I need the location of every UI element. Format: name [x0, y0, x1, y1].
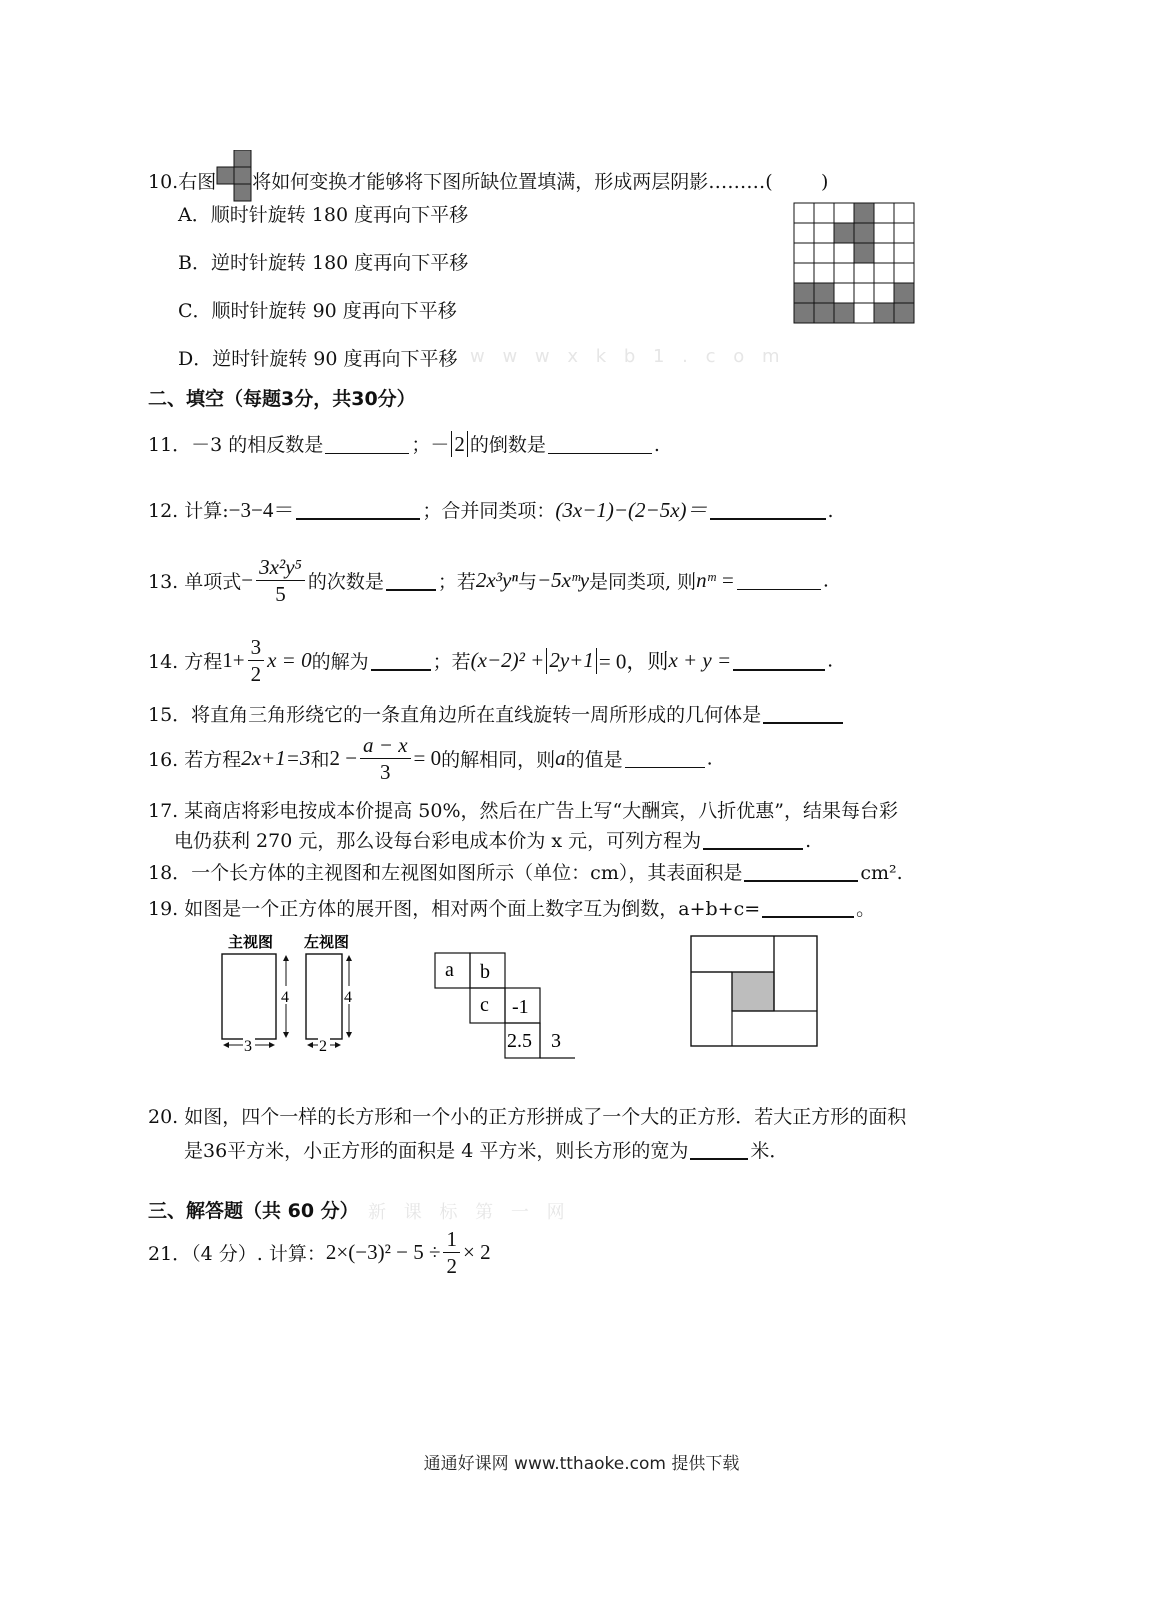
- q12-text-c: ；合并同类项：: [422, 500, 556, 522]
- q21-line: [148, 1226, 491, 1279]
- left-width-label: 2: [319, 1038, 327, 1055]
- q16-fraction-num: a − x: [360, 732, 411, 759]
- grid-cell: [854, 263, 874, 283]
- q13-term-1: 2x³yⁿ: [475, 568, 518, 592]
- page-footer: 通通好课网 www.tthaoke.com 提供下载: [423, 1454, 740, 1474]
- grid-cell-shaded: [794, 303, 814, 323]
- grid-cell-shaded: [894, 283, 914, 303]
- net-cell-2-5: 2.5: [507, 1030, 532, 1052]
- net-cell-3: 3: [551, 1030, 561, 1052]
- grid-cell: [814, 263, 834, 283]
- q20-line-2: [184, 1136, 788, 1163]
- q10-grid-figure: [793, 202, 915, 324]
- q18-unit: cm².: [860, 862, 903, 884]
- q21-expr-2: × 2: [462, 1240, 491, 1264]
- q21-fraction-den: 2: [446, 1254, 457, 1278]
- net-cell-c: c: [480, 994, 489, 1016]
- grid-cell: [894, 263, 914, 283]
- q13-end: .: [822, 569, 829, 592]
- grid-cell: [874, 243, 894, 263]
- q13-text-a: 13. 单项式: [148, 571, 242, 593]
- left-height-label: 4: [344, 989, 352, 1006]
- q10-option-b: B．逆时针旋转 180 度再向下平移: [178, 252, 469, 274]
- q14-fraction: [248, 634, 265, 687]
- q11-blank-2[interactable]: [548, 435, 652, 454]
- q19-text: 19. 如图是一个正方体的展开图，相对两个面上数字互为倒数，a+b+c=: [148, 898, 761, 920]
- grid-cell: [814, 203, 834, 223]
- q12-text-a: 12. 计算:: [148, 500, 229, 522]
- section-3-heading: 三、解答题（共 60 分）: [148, 1200, 359, 1222]
- abs-bar-left: [451, 431, 452, 457]
- q14-text-e: ；若: [432, 651, 471, 673]
- q14-line: [148, 634, 833, 687]
- grid-cell: [894, 203, 914, 223]
- tetromino-icon: [216, 150, 252, 202]
- q17-text: 电仍获利 270 元，那么设每台彩电成本价为 x 元，可列方程为: [174, 830, 702, 852]
- q13-text-h: 是同类项, 则: [589, 571, 697, 593]
- q10-prefix: 10.右图: [148, 171, 217, 193]
- grid-cell-shaded: [854, 243, 874, 263]
- grid-cell: [854, 283, 874, 303]
- q16-text-h: 的值是: [565, 749, 623, 771]
- q19-end: 。: [856, 898, 876, 920]
- q16-text-a: 16. 若方程: [148, 749, 242, 771]
- q17-end: .: [805, 830, 812, 852]
- q13-term-2: −5xᵐy: [536, 568, 590, 592]
- grid-cell: [874, 223, 894, 243]
- grid-cell: [854, 303, 874, 323]
- grid-cell: [794, 203, 814, 223]
- q11-text-b: ；－: [411, 434, 450, 456]
- q16-blank[interactable]: [625, 749, 705, 768]
- q21-text: 21．（4 分）. 计算：: [148, 1243, 326, 1265]
- q17-blank[interactable]: [703, 830, 803, 850]
- q11-end: .: [653, 434, 660, 456]
- q12-expr-1: −3−4＝: [228, 498, 295, 522]
- q12-expr-2: (3x−1)−(2−5x)＝: [555, 498, 708, 522]
- q10-option-a: A．顺时针旋转 180 度再向下平移: [178, 204, 469, 226]
- q12-blank-2[interactable]: [710, 500, 826, 520]
- q17-line-1: 17. 某商店将彩电按成本价提高 50%，然后在广告上写“大酬宾，八折优惠”，结果每台彩: [148, 800, 898, 822]
- q13-fraction-num: 3x²y⁵: [256, 554, 305, 581]
- q16-end: .: [706, 747, 713, 770]
- q16-expr: 2 −: [329, 746, 358, 770]
- grid-cell-shaded: [894, 303, 914, 323]
- q21-expr-1: 2×(−3)² − 5 ÷: [325, 1240, 441, 1264]
- grid-cell-shaded: [854, 223, 874, 243]
- grid-cell: [874, 283, 894, 303]
- q17-line-2: [174, 826, 811, 853]
- front-view-rect: [222, 954, 276, 1039]
- q13-blank-2[interactable]: [737, 571, 821, 590]
- q14-expr-3: (x−2)² +: [470, 648, 545, 672]
- grid-cell-shaded: [834, 223, 854, 243]
- q13-n-pow-m: nᵐ =: [696, 568, 735, 592]
- q15-line: [148, 700, 845, 727]
- q14-fraction-num: 3: [248, 634, 265, 661]
- q12-end: .: [827, 500, 834, 522]
- q15-blank[interactable]: [763, 704, 843, 724]
- net-cell-b: b: [480, 961, 490, 983]
- q11-blank-1[interactable]: [325, 435, 409, 454]
- q11-line: [148, 430, 660, 457]
- net-cell-a: a: [445, 959, 454, 981]
- q13-text-d: ；若: [437, 571, 476, 593]
- grid-cell-shaded: [874, 303, 894, 323]
- grid-cell: [874, 263, 894, 283]
- q16-text-f: 的解相同，则: [441, 749, 556, 771]
- q14-fraction-den: 2: [250, 662, 262, 686]
- q11-abs-value: 2: [454, 432, 465, 456]
- q19-line: [148, 894, 875, 921]
- q19-cube-net-figure: [432, 950, 578, 1062]
- grid-cell: [834, 263, 854, 283]
- q21-fraction: [443, 1226, 460, 1279]
- q14-text-a: 14. 方程: [148, 651, 223, 673]
- q14-text-d: 的解为: [311, 651, 369, 673]
- q13-minus: −: [241, 568, 254, 592]
- grid-cell-shaded: [814, 303, 834, 323]
- grid-cell: [794, 223, 814, 243]
- q13-line: [148, 554, 829, 607]
- q12-line: [148, 494, 834, 524]
- q14-expr-1: 1+: [222, 648, 245, 672]
- watermark-1: w w w x k b 1 . c o m: [470, 346, 786, 367]
- grid-cell: [834, 243, 854, 263]
- q13-text-c: 的次数是: [307, 571, 384, 593]
- q14-end: .: [827, 649, 834, 672]
- q19-blank[interactable]: [762, 898, 854, 918]
- abs-bar-left: [546, 648, 547, 674]
- abs-bar-right: [596, 648, 597, 674]
- q13-fraction: [256, 554, 305, 607]
- q10-line: [148, 150, 828, 202]
- q14-blank-2[interactable]: [733, 651, 825, 671]
- left-view-rect: [306, 954, 342, 1039]
- front-width-label: 3: [244, 1038, 252, 1055]
- grid-cell: [834, 283, 854, 303]
- left-view-title: 左视图: [304, 935, 350, 951]
- q13-blank-1[interactable]: [386, 571, 436, 591]
- front-view-title: 主视图: [228, 935, 274, 951]
- grid-cell: [874, 203, 894, 223]
- watermark-2: 新 课 标 第 一 网: [368, 1202, 571, 1223]
- abs-bar-right: [467, 431, 468, 457]
- q20-blank[interactable]: [690, 1140, 748, 1160]
- section-2-heading: 二、填空（每题3分，共30分）: [148, 388, 416, 410]
- net-cell-neg1: -1: [512, 996, 529, 1018]
- q16-fraction: [360, 732, 411, 785]
- q16-fraction-den: 3: [380, 760, 391, 784]
- q10-option-d: D．逆时针旋转 90 度再向下平移: [178, 348, 458, 370]
- q14-abs-expr: 2y+1: [549, 648, 594, 672]
- grid-cell-shaded: [834, 303, 854, 323]
- q16-text-c: 和: [310, 749, 330, 771]
- grid-cell: [794, 263, 814, 283]
- grid-cell: [894, 243, 914, 263]
- q10-answer-paren: ( ): [765, 171, 829, 193]
- grid-cell-shaded: [854, 203, 874, 223]
- q11-text-d: 的倒数是: [469, 434, 546, 456]
- q20-square-figure: [689, 934, 821, 1050]
- q20-line-1: 20. 如图，四个一样的长方形和一个小的正方形拼成了一个大的正方形．若大正方形的面积: [148, 1106, 907, 1128]
- q18-blank[interactable]: [744, 862, 858, 882]
- q14-blank-1[interactable]: [371, 651, 431, 671]
- grid-cell: [894, 223, 914, 243]
- q20-text: 是36平方米，小正方形的面积是 4 平方米，则长方形的宽为: [184, 1140, 689, 1162]
- q10-option-c: C．顺时针旋转 90 度再向下平移: [178, 300, 457, 322]
- q15-text: 15．将直角三角形绕它的一条直角边所在直线旋转一周所形成的几何体是: [148, 704, 762, 726]
- q14-expr-2: x = 0: [267, 648, 312, 672]
- q14-expr-4: x + y =: [668, 648, 732, 672]
- grid-cell: [814, 243, 834, 263]
- q11-text-a: 11．－3 的相反数是: [148, 434, 324, 456]
- grid-cell: [834, 203, 854, 223]
- q21-fraction-num: 1: [443, 1226, 460, 1253]
- q16-line: [148, 732, 713, 785]
- q13-text-f: 与: [517, 571, 537, 593]
- q20-unit: 米．: [750, 1140, 789, 1162]
- grid-cell-shaded: [794, 283, 814, 303]
- grid-cell: [794, 243, 814, 263]
- q14-text-h: = 0，则: [598, 649, 669, 674]
- q16-var-a: a: [555, 746, 566, 770]
- q16-eq-1: 2x+1=3: [241, 746, 311, 770]
- q18-text: 18．一个长方体的主视图和左视图如图所示（单位：cm），其表面积是: [148, 862, 743, 884]
- q18-views-figure: [210, 930, 370, 1055]
- q16-eq-2: = 0: [413, 746, 442, 770]
- q10-text: 将如何变换才能够将下图所缺位置填满，形成两层阴影………: [252, 171, 766, 193]
- q12-blank-1[interactable]: [296, 500, 420, 520]
- q13-fraction-den: 5: [275, 582, 286, 606]
- grid-cell-shaded: [814, 283, 834, 303]
- q18-line: [148, 858, 903, 885]
- front-height-label: 4: [281, 989, 289, 1006]
- small-square: [732, 972, 774, 1011]
- grid-cell: [814, 223, 834, 243]
